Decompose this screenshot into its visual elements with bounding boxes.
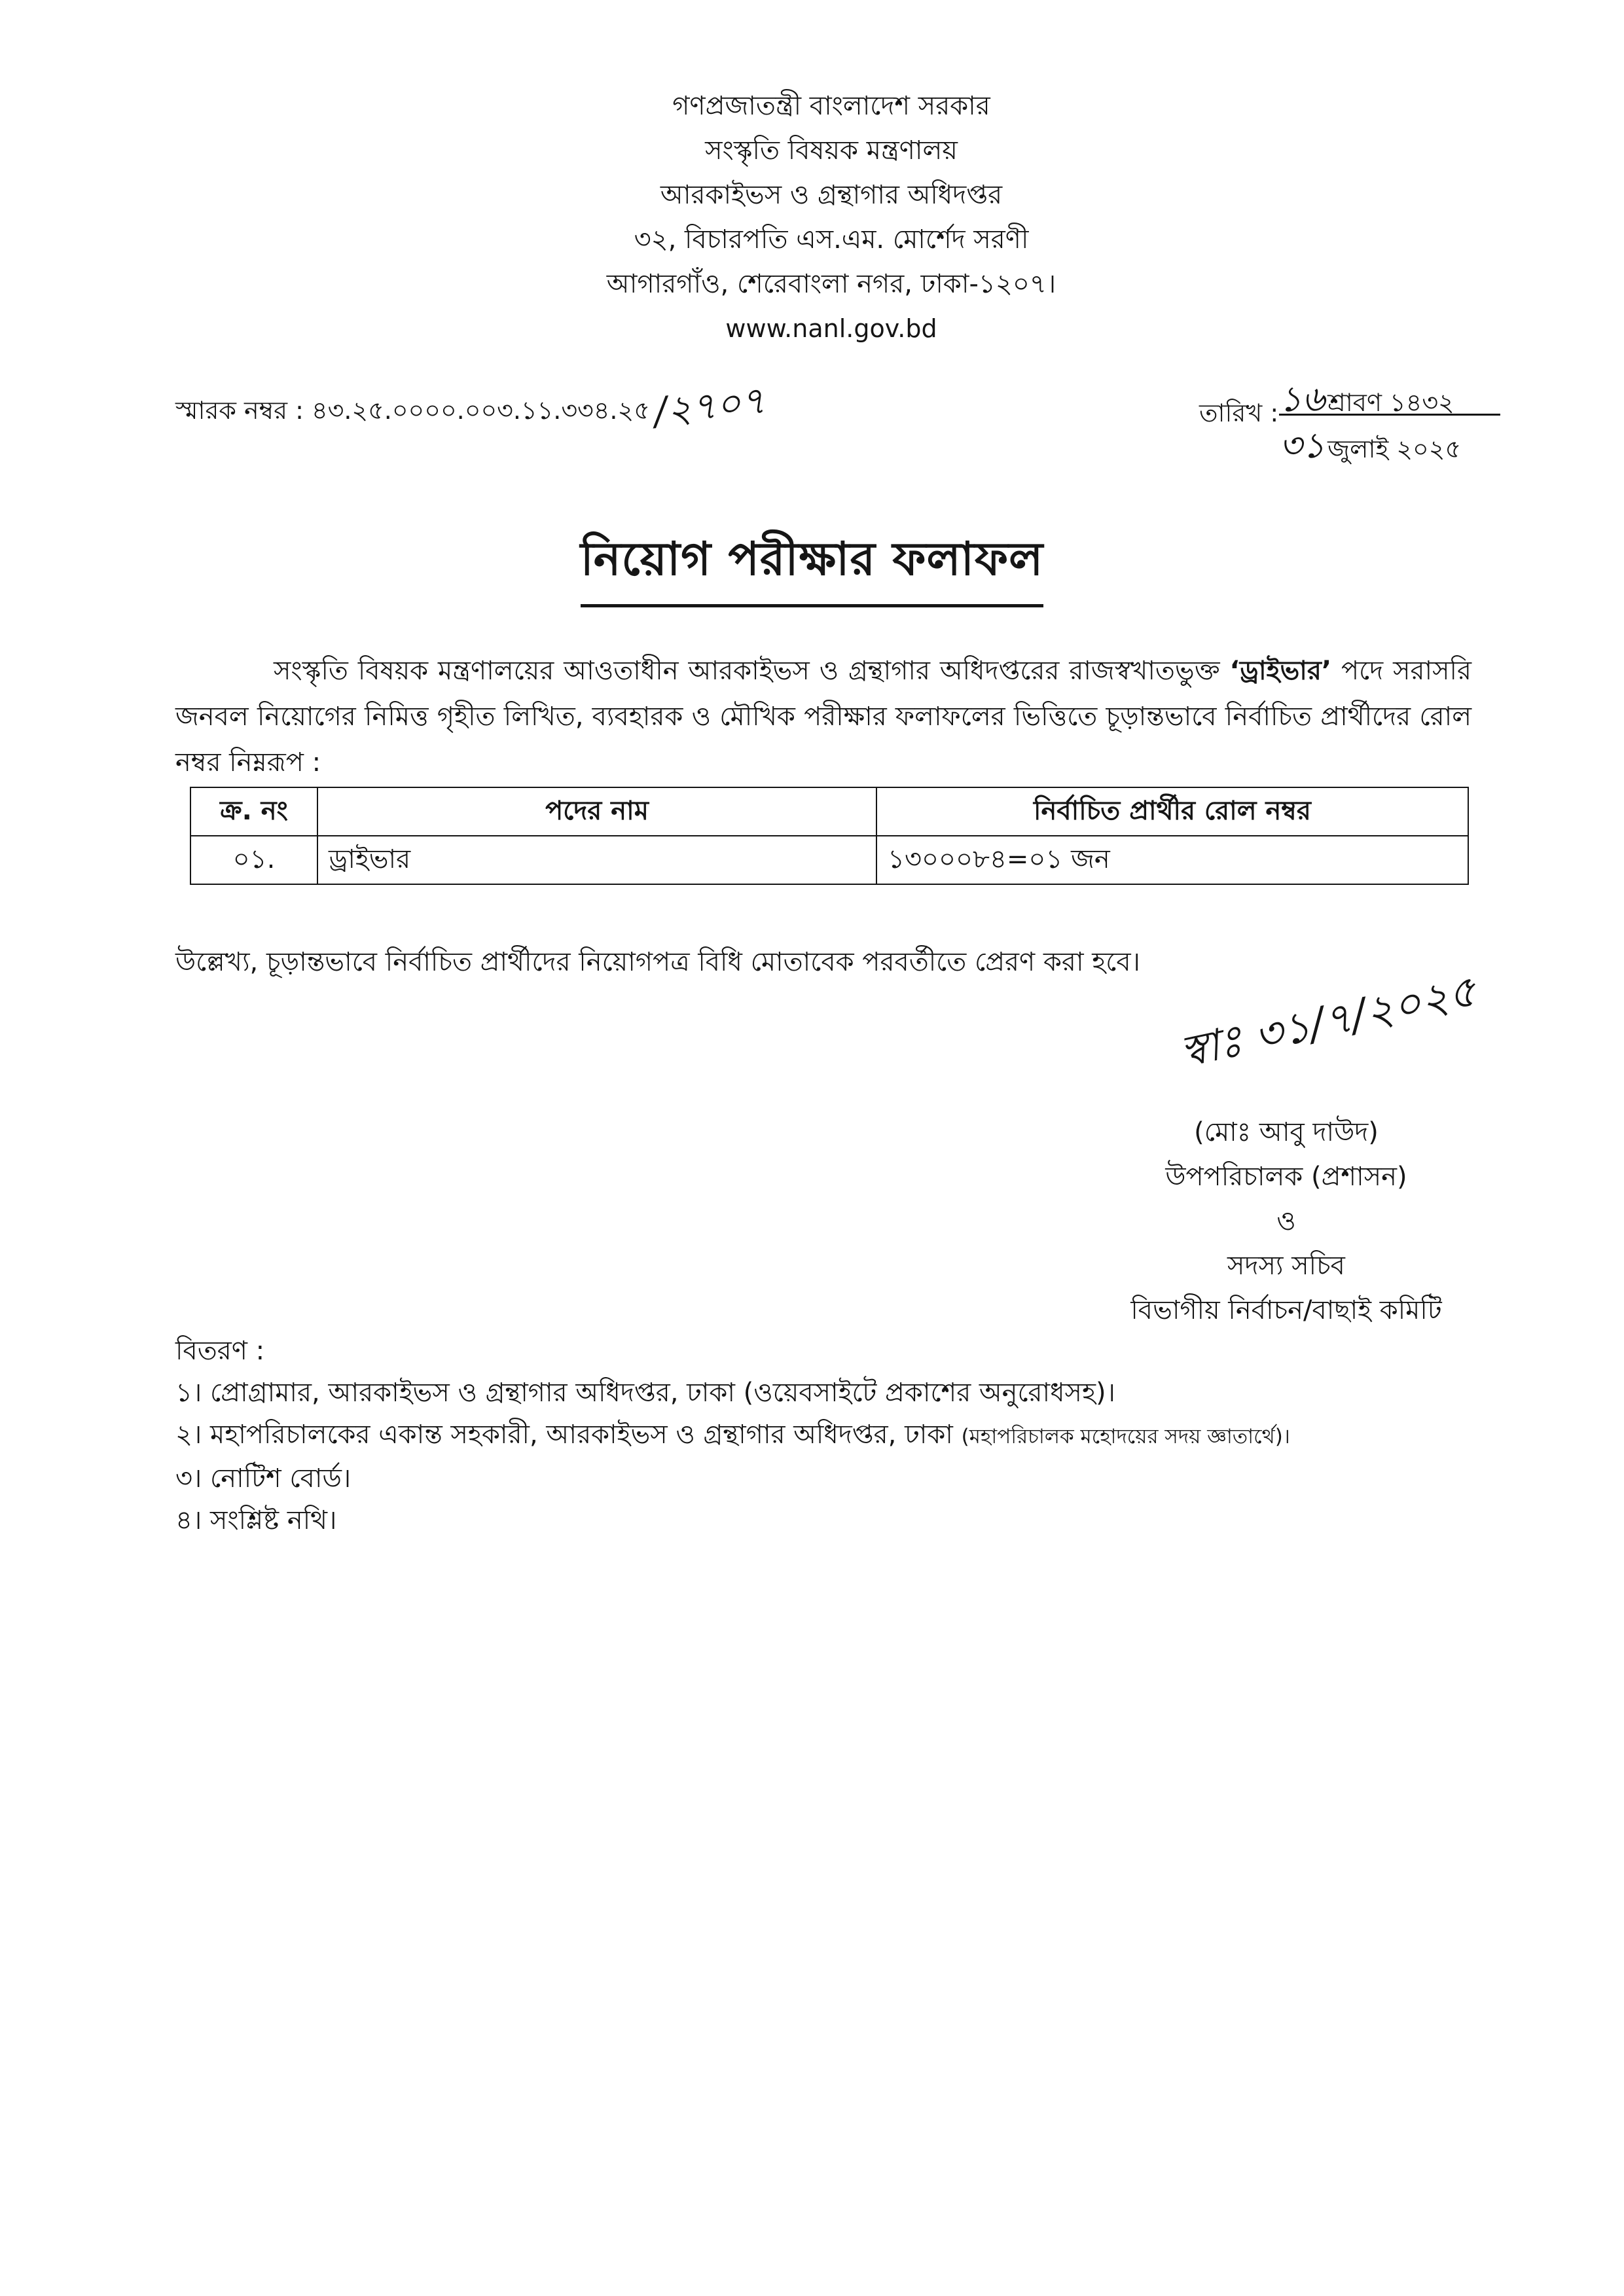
letterhead (419, 84, 1244, 351)
bangla-date (1279, 372, 1500, 420)
table-header-row (190, 787, 1468, 836)
list-item-note: (মহাপরিচালক মহোদয়ের সদয় জ্ঞাতার্থে)। (961, 1425, 1290, 1448)
post-name: ‘ড্রাইভার’ (1229, 656, 1332, 686)
list-item: ১। প্রোগ্রামার, আরকাইভস ও গ্রন্থাগার অধিদপ্তর, ঢাকা (ওয়েবসাইটে প্রকাশের অনুরোধসহ)। (175, 1378, 1115, 1408)
list-item: ৩। নোটিশ বোর্ড। (175, 1463, 352, 1494)
page-title-wrap (0, 524, 1624, 607)
header-serial: ক্র. নং (190, 787, 317, 836)
signer-conjunction: ও (1276, 1206, 1296, 1236)
header-post-name: পদের নাম (317, 787, 876, 836)
letterhead-address-line1: ৩২, বিচারপতি এস.এম. মোর্শেদ সরণী (634, 224, 1029, 255)
note-text: উল্লেখ্য, চূড়ান্তভাবে নির্বাচিত প্রার্থীদের নিয়োগপত্র বিধি মোতাবেক পরবর্তীতে প্রেরণ করা হবে। (175, 947, 1140, 977)
date-values (1279, 372, 1500, 466)
result-table (190, 787, 1469, 885)
letterhead-department: আরকাইভস ও গ্রন্থাগার অধিদপ্তর (660, 180, 1003, 210)
letterhead-ministry: সংস্কৃতি বিষয়ক মন্ত্রণালয় (705, 135, 958, 166)
signer-role: সদস্য সচিব (1227, 1251, 1345, 1281)
body-text-after: পদে সরাসরি জনবল নিয়োগের নিমিত্ত গৃহীত লিখিত, ব্যবহারক ও মৌখিক পরীক্ষার ফলাফলের ভিত্তিতে চূড়ান্তভাবে নির্বাচিত প্রার্থীদের রোল নম্বর নিম্নরূপ : (175, 656, 1471, 778)
signer-committee: বিভাগীয় নির্বাচন/বাছাই কমিটি (1130, 1295, 1442, 1325)
website-link[interactable]: www.nanl.gov.bd (725, 314, 937, 343)
signer-block (1074, 1110, 1499, 1333)
body-text-before: সংস্কৃতি বিষয়ক মন্ত্রণালয়ের আওতাধীন আরকাইভস ও গ্রন্থাগার অধিদপ্তরের রাজস্বখাতভুক্ত (274, 656, 1230, 686)
page-title: নিয়োগ পরীক্ষার ফলাফল (581, 524, 1044, 607)
handwritten-signature: স্বাঃ ৩১/৭/২০২৫ (1176, 965, 1481, 1078)
english-month-year: জুলাই ২০২৫ (1327, 435, 1462, 463)
distribution-heading: বিতরণ : (175, 1336, 265, 1366)
cell-post-name: ড্রাইভার (317, 836, 876, 884)
memo-label: স্মারক নম্বর : ৪৩.২৫.০০০০.০০৩.১১.৩৩৪.২৫ (175, 396, 650, 425)
list-item-main: ২। মহাপরিচালকের একান্ত সহকারী, আরকাইভস ও গ্রন্থাগার অধিদপ্তর, ঢাকা (175, 1420, 962, 1450)
memo-handwritten-number: /২৭০৭ (651, 378, 768, 434)
bangla-day: ১৬ (1279, 378, 1326, 420)
distribution-items (175, 1372, 1290, 1541)
cell-serial: ০১. (190, 836, 317, 884)
table-row (190, 836, 1468, 884)
distribution-list (175, 1330, 1290, 1541)
letterhead-address-line2: আগারগাঁও, শেরেবাংলা নগর, ঢাকা-১২০৭। (606, 269, 1056, 299)
list-item (175, 1414, 1290, 1458)
english-day: ৩১ (1279, 425, 1326, 466)
date-label: তারিখ : (1199, 399, 1279, 427)
english-date (1279, 416, 1500, 466)
signer-designation: উপপরিচালক (প্রশাসন) (1165, 1162, 1407, 1192)
signer-name: (মোঃ আবু দাউদ) (1194, 1117, 1379, 1147)
body-paragraph (175, 648, 1471, 785)
bangla-month-year: শ্রাবণ ১৪৩২ (1327, 388, 1454, 417)
memo-reference (175, 378, 768, 434)
header-roll-number: নির্বাচিত প্রার্থীর রোল নম্বর (876, 787, 1468, 836)
letterhead-government: গণপ্রজাতন্ত্রী বাংলাদেশ সরকার (672, 91, 990, 121)
list-item: ৪। সংশ্লিষ্ট নথি। (175, 1505, 337, 1535)
cell-roll-number: ১৩০০০৮৪=০১ জন (876, 836, 1468, 884)
